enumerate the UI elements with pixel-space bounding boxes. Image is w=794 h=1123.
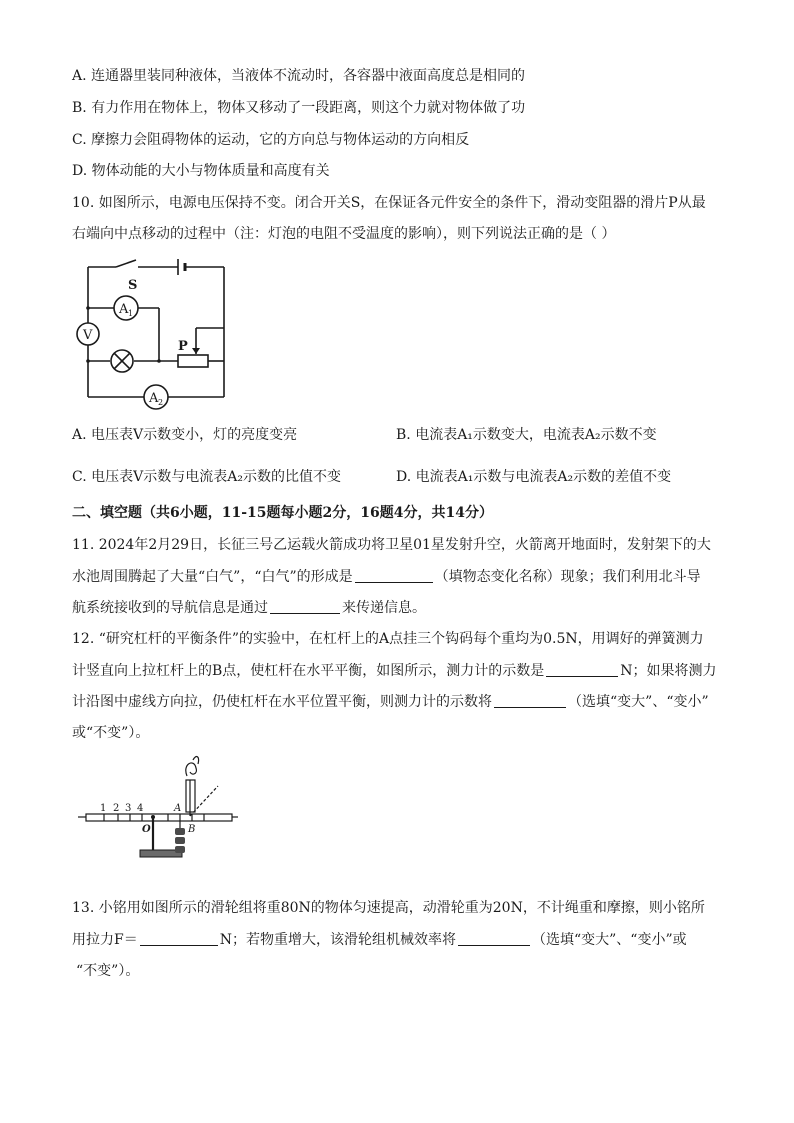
ammeter1-label: A <box>119 302 129 317</box>
q12-lever-diagram <box>72 750 242 862</box>
q10-stem-line2: 右端向中点移动的过程中（注：灯泡的电阻不受温度的影响），则下列说法正确的是（ ） <box>72 226 616 242</box>
q9-option-c: C. 摩擦力会阻碍物体的运动，它的方向总与物体运动的方向相反 <box>72 132 470 148</box>
q10-circuit-diagram <box>72 254 232 410</box>
q13-blank1[interactable] <box>140 931 218 946</box>
q11-line2-b: （填物态变化名称）现象；我们利用北斗导 <box>434 569 701 585</box>
q13-line1: 13. 小铭用如图所示的滑轮组将重80N的物体匀速提高，动滑轮重为20N，不计绳重和摩擦，则小铭所 <box>72 900 705 916</box>
lever-mark-2: 2 <box>113 803 120 814</box>
q11-blank1[interactable] <box>355 568 433 583</box>
q9-option-d: D. 物体动能的大小与物体质量和高度有关 <box>72 163 330 179</box>
q10-option-c: C. 电压表V示数与电流表A₂示数的比值不变 <box>72 469 341 485</box>
q12-line3-b: （选填“变大”、“变小” <box>568 694 709 710</box>
q12-line2-a: 计竖直向上拉杠杆上的B点，使杠杆在水平平衡，如图所示，测力计的示数是 <box>72 663 545 679</box>
q13-line3: “不变”）。 <box>76 963 140 979</box>
lever-mark-3: 3 <box>125 803 132 814</box>
q11-blank2[interactable] <box>270 599 340 614</box>
slider-label: P <box>178 339 188 354</box>
q11-line3-a: 航系统接收到的导航信息是通过 <box>72 600 268 616</box>
q13-line2 <box>72 930 687 950</box>
ammeter2-sub: 2 <box>158 398 164 407</box>
q12-line4: 或“不变”）。 <box>72 725 150 741</box>
q13-blank2[interactable] <box>458 931 530 946</box>
q10-option-a: A. 电压表V示数变小，灯的亮度变亮 <box>72 427 298 443</box>
lever-mark-1: 1 <box>100 803 107 814</box>
q11-line2-a: 水池周围腾起了大量“白气”，“白气”的形成是 <box>72 569 353 585</box>
q12-blank2[interactable] <box>494 693 566 708</box>
q10-stem-line1: 10. 如图所示，电源电压保持不变。闭合开关S，在保证各元件安全的条件下，滑动变阻器的滑片P从最 <box>72 195 706 211</box>
q12-line2-b: N；如果将测力 <box>620 663 717 679</box>
q11-line2 <box>72 567 701 587</box>
q11-line1: 11. 2024年2月29日，长征三号乙运载火箭成功将卫星01星发射升空，火箭离开地面时，发射架下的大 <box>72 537 711 553</box>
q11-line3 <box>72 598 426 618</box>
q13-line2-a: 用拉力F＝ <box>72 932 138 948</box>
ammeter2-label: A <box>149 391 159 406</box>
lever-point-a: A <box>174 803 182 814</box>
q9-option-a: A. 连通器里装同种液体，当液体不流动时，各容器中液面高度总是相同的 <box>72 68 526 84</box>
lever-mark-4: 4 <box>137 803 144 814</box>
q11-line3-b: 来传递信息。 <box>342 600 426 616</box>
q12-line3 <box>72 692 709 712</box>
switch-label: S <box>128 278 138 293</box>
q13-line2-c: （选填“变大”、“变小”或 <box>531 932 687 948</box>
q13-line2-b: N；若物重增大，该滑轮组机械效率将 <box>219 932 456 948</box>
lever-point-o: O <box>142 824 151 835</box>
q10-option-b: B. 电流表A₁示数变大，电流表A₂示数不变 <box>396 427 657 443</box>
q12-line2 <box>72 661 717 681</box>
q12-line3-a: 计沿图中虚线方向拉，仍使杠杆在水平位置平衡，则测力计的示数将 <box>72 694 492 710</box>
section-heading: 二、填空题（共6小题，11-15题每小题2分，16题4分，共14分） <box>72 505 493 521</box>
ammeter1-sub: 1 <box>128 309 134 318</box>
q12-line1: 12. “研究杠杆的平衡条件”的实验中，在杠杆上的A点挂三个钩码每个重均为0.5N，用调好的弹簧测力 <box>72 631 704 647</box>
lever-point-b: B <box>188 824 196 835</box>
q10-option-d: D. 电流表A₁示数与电流表A₂示数的差值不变 <box>396 469 672 485</box>
q9-option-b: B. 有力作用在物体上，物体又移动了一段距离，则这个力就对物体做了功 <box>72 100 526 116</box>
q12-blank1[interactable] <box>546 662 618 677</box>
voltmeter-label: V <box>83 328 93 343</box>
